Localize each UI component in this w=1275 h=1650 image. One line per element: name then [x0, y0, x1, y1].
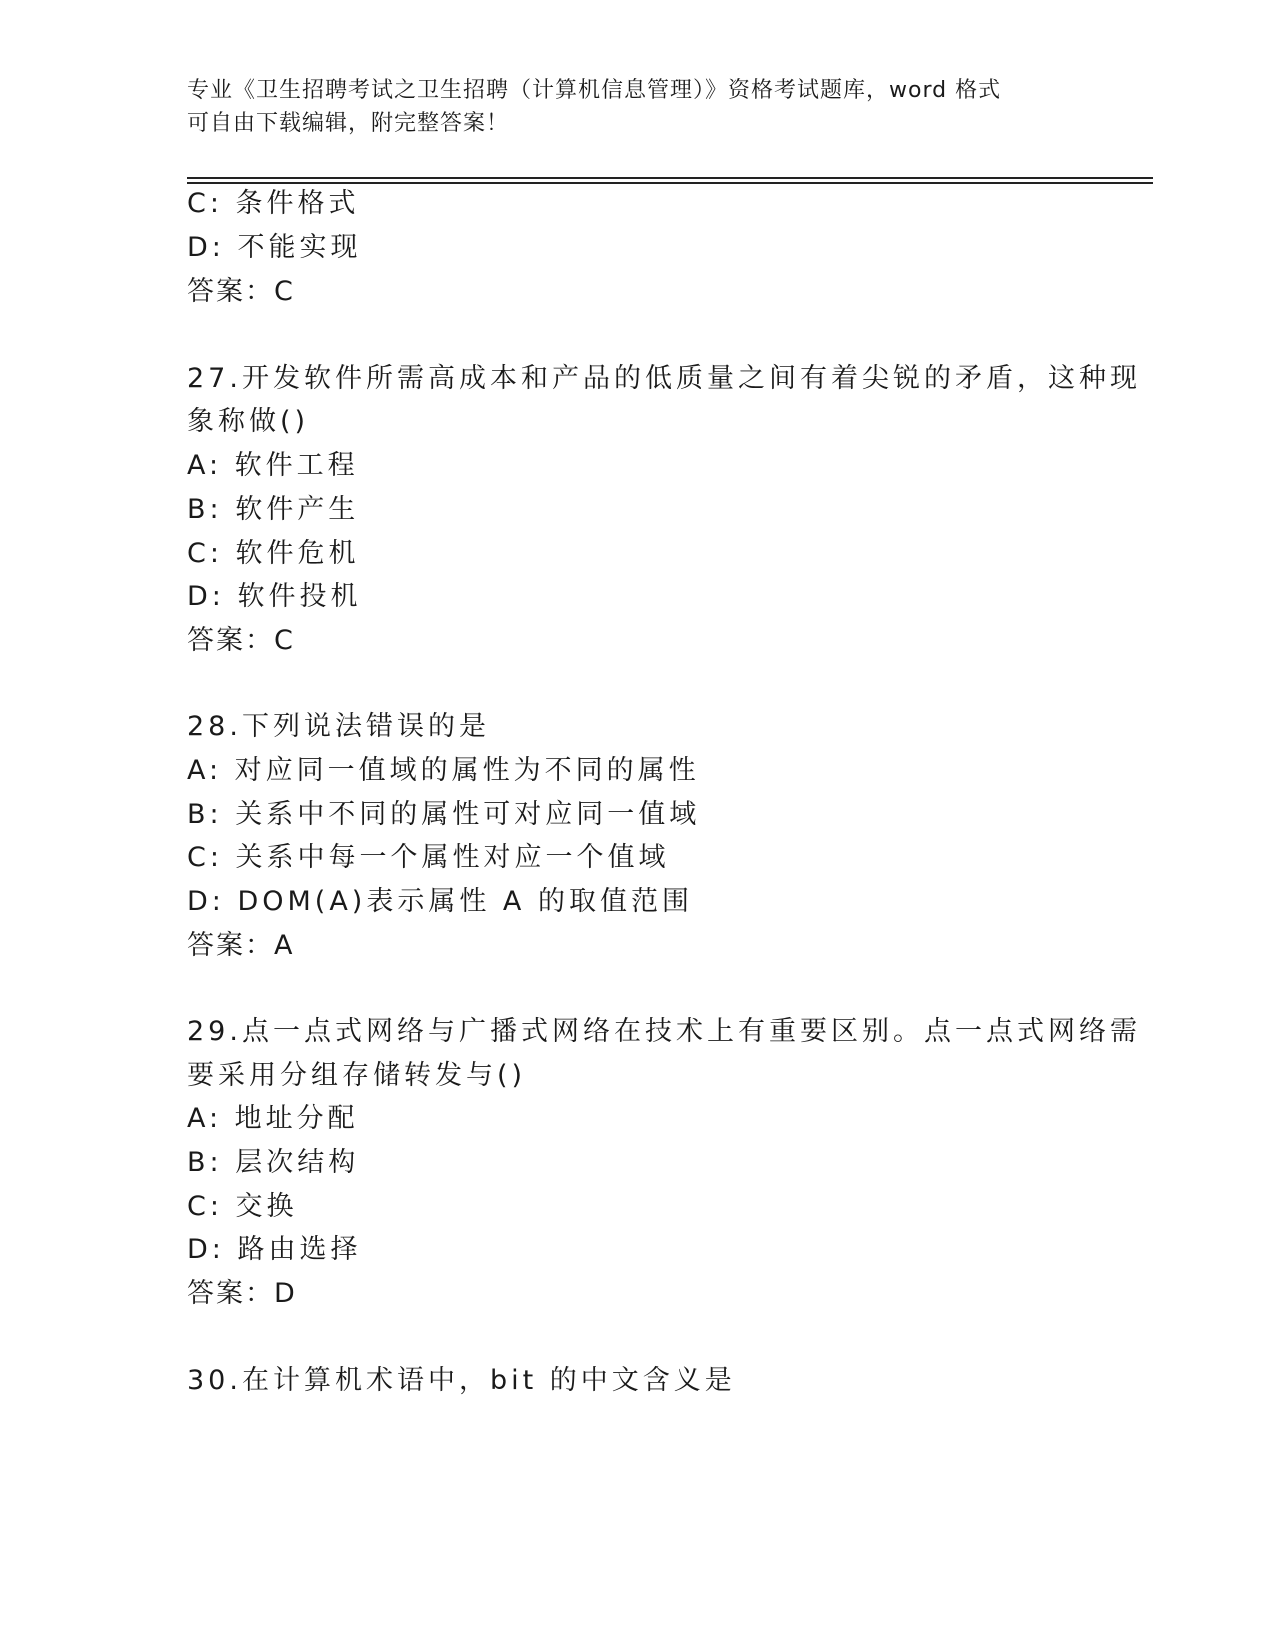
question-29-option-d: D: 路由选择 [187, 1234, 362, 1265]
option-d-prev: D: 不能实现 [187, 232, 362, 263]
header-divider-top [187, 177, 1153, 179]
answer-prev: 答案：C [187, 276, 295, 307]
question-27-answer: 答案：C [187, 625, 295, 656]
document-header [187, 74, 1087, 140]
question-29-option-a: A: 地址分配 [187, 1103, 359, 1134]
question-27-option-a: A: 软件工程 [187, 450, 359, 481]
question-29-text: 29.点一点式网络与广播式网络在技术上有重要区别。点一点式网络需 [187, 1016, 1141, 1047]
question-28-option-a: A: 对应同一值域的属性为不同的属性 [187, 755, 700, 786]
question-27-option-b: B: 软件产生 [187, 494, 360, 525]
question-29-answer: 答案：D [187, 1278, 297, 1309]
header-line-1: 专业《卫生招聘考试之卫生招聘（计算机信息管理）》资格考试题库，word 格式 [187, 78, 1002, 103]
question-28-option-c: C: 关系中每一个属性对应一个值域 [187, 842, 670, 873]
question-28-answer: 答案：A [187, 930, 295, 961]
question-27-text-cont: 象称做() [187, 406, 310, 437]
question-29-option-b: B: 层次结构 [187, 1147, 360, 1178]
question-29-text-cont: 要采用分组存储转发与() [187, 1060, 527, 1091]
header-line-2: 可自由下载编辑，附完整答案！ [187, 111, 510, 136]
question-27-text: 27.开发软件所需高成本和产品的低质量之间有着尖锐的矛盾，这种现 [187, 363, 1141, 394]
question-30-text: 30.在计算机术语中，bit 的中文含义是 [187, 1365, 736, 1396]
question-28-option-d: D: DOM(A)表示属性 A 的取值范围 [187, 886, 693, 917]
option-c-prev: C: 条件格式 [187, 188, 360, 219]
question-29-option-c: C: 交换 [187, 1191, 298, 1222]
header-divider-bottom [187, 182, 1153, 184]
question-27-option-d: D: 软件投机 [187, 581, 362, 612]
question-28-text: 28.下列说法错误的是 [187, 711, 490, 742]
question-28-option-b: B: 关系中不同的属性可对应同一值域 [187, 799, 701, 830]
question-27-option-c: C: 软件危机 [187, 538, 360, 569]
